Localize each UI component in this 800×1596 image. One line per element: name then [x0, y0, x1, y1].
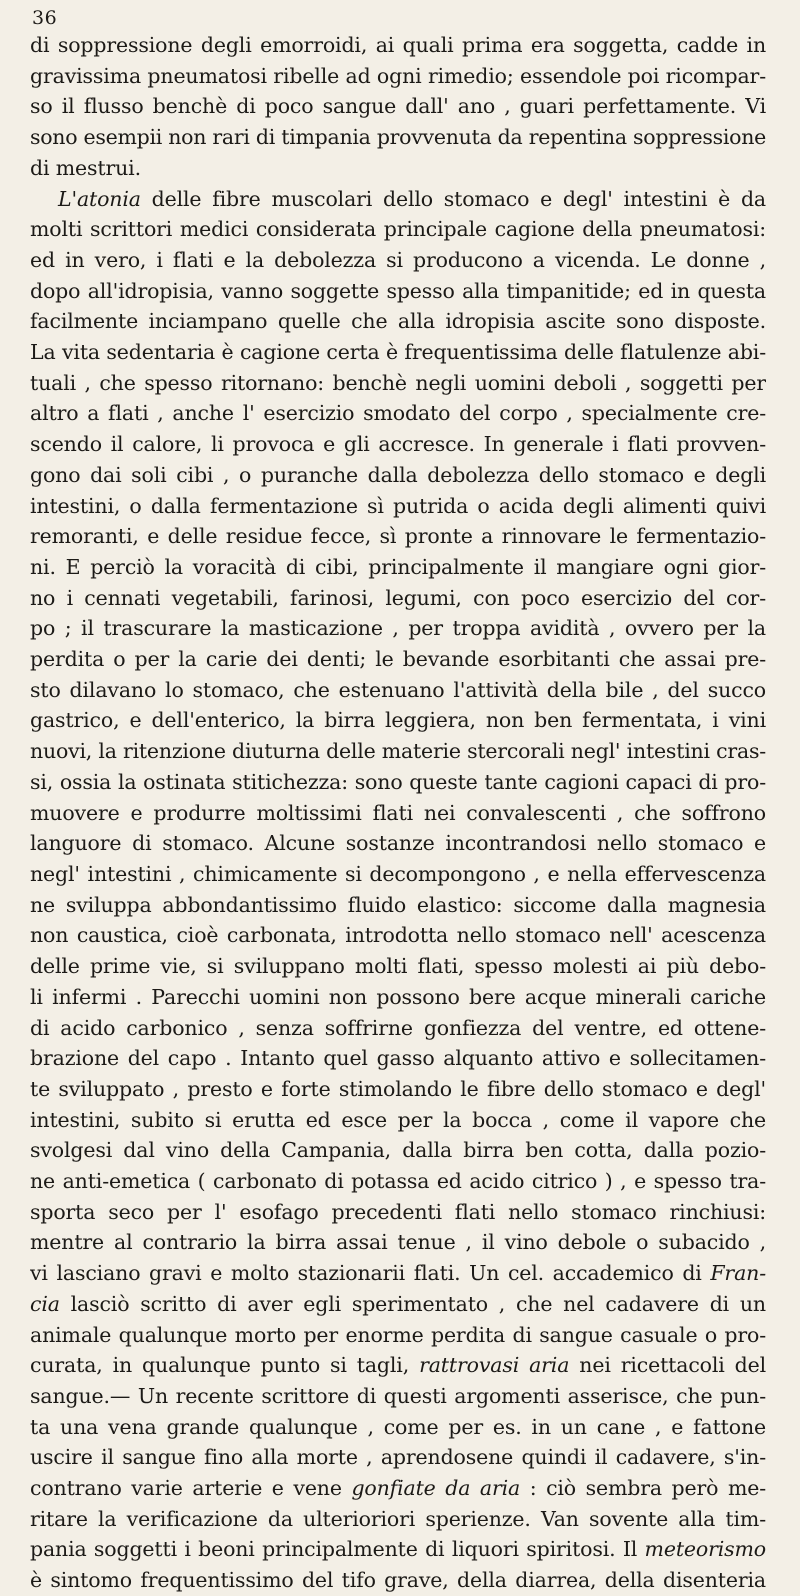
- text-line: [30, 644, 766, 675]
- text-line: [30, 491, 766, 522]
- text-line: [30, 1381, 766, 1412]
- text-line: [30, 429, 766, 460]
- text-segment: nuovi, la ritenzione diuturna delle materie stercorali negl' intestini cras-: [30, 739, 766, 764]
- text-line: [30, 890, 766, 921]
- text-segment: mentre al contrario la birra assai tenue , il vino debole o subacido ,: [30, 1230, 766, 1255]
- text-segment: gravissima pneumatosi ribelle ad ogni rimedio; essendole poi ricompar-: [30, 63, 766, 88]
- text-line: [30, 1043, 766, 1074]
- text-segment: sto dilavano lo stomaco, che estenuano l'attività della bile , del succo: [30, 677, 766, 702]
- text-segment: animale qualunque morto per enorme perdita di sangue casuale o pro-: [30, 1322, 766, 1347]
- text-segment: no i cennati vegetabili, farinosi, legumi, con poco esercizio del cor-: [30, 585, 766, 610]
- text-segment: svolgesi dal vino della Campania, dalla birra ben cotta, dalla pozio-: [30, 1138, 766, 1163]
- text-segment: brazione del capo . Intanto quel gasso alquanto attivo e sollecitamen-: [30, 1046, 766, 1071]
- text-line: [30, 736, 766, 767]
- text-segment: curata, in qualunque punto si tagli,: [30, 1353, 420, 1378]
- text-segment: altro a flati , anche l' esercizio smodato del corpo , specialmente cre-: [30, 401, 766, 426]
- italic-text: Fran-: [710, 1261, 766, 1286]
- text-segment: intestini, o dalla fermentazione sì putrida o acida degli alimenti quivi: [30, 493, 766, 518]
- italic-text: atonia: [76, 186, 141, 211]
- text-line: [30, 982, 766, 1013]
- text-line: [30, 951, 766, 982]
- text-line: [30, 1013, 766, 1044]
- text-line: [30, 1565, 766, 1596]
- text-line: [30, 705, 766, 736]
- text-line: [30, 552, 766, 583]
- text-line: [30, 61, 766, 92]
- text-line: [30, 1197, 766, 1228]
- text-segment: languore di stomaco. Alcune sostanze incontrandosi nello stomaco e: [30, 831, 766, 856]
- text-line: [30, 153, 766, 184]
- italic-text: meteorismo: [644, 1537, 766, 1562]
- text-segment: li infermi . Parecchi uomini non possono bere acque minerali cariche: [30, 984, 766, 1009]
- text-segment: vi lasciano gravi e molto stazionarii flati. Un cel. accademico di: [30, 1261, 711, 1286]
- text-segment: sono esempii non rari di timpania provvenuta da repentina soppressione: [30, 125, 766, 150]
- text-line: [30, 1166, 766, 1197]
- text-segment: contrano varie arterie e vene: [30, 1476, 352, 1501]
- text-segment: sporta seco per l' esofago precedenti flati nello stomaco rinchiusi:: [30, 1199, 766, 1224]
- text-line: [30, 91, 766, 122]
- text-line: [30, 1289, 766, 1320]
- text-line: [30, 276, 766, 307]
- text-segment: delle prime vie, si sviluppano molti flati, spesso molesti ai più debo-: [30, 954, 766, 979]
- text-segment: molti scrittori medici considerata principale cagione della pneumatosi:: [30, 217, 766, 242]
- text-line: [30, 122, 766, 153]
- text-segment: remoranti, e delle residue fecce, sì pronte a rinnovare le fermentazio-: [30, 524, 766, 549]
- text-segment: pania soggetti i beoni principalmente di liquori spiritosi. Il: [30, 1537, 645, 1562]
- text-line: [30, 460, 766, 491]
- text-segment: facilmente inciampano quelle che alla idropisia ascite sono disposte.: [30, 309, 766, 334]
- text-line: [30, 1473, 766, 1504]
- text-line: [30, 1504, 766, 1535]
- text-segment: ne anti-emetica ( carbonato di potassa ed acido citrico ) , e spesso tra-: [30, 1169, 766, 1194]
- italic-text: gonfiate da aria: [351, 1476, 521, 1501]
- text-segment: di mestrui.: [30, 155, 141, 180]
- text-line: [30, 767, 766, 798]
- text-line: [30, 306, 766, 337]
- text-line: [30, 368, 766, 399]
- text-segment: è sintomo frequentissimo del tifo grave, della diarrea, della disenteria: [30, 1568, 766, 1593]
- text-segment: non caustica, cioè carbonata, introdotta nello stomaco nell' acescenza: [30, 923, 766, 948]
- text-line: [30, 1258, 766, 1289]
- text-segment: di soppressione degli emorroidi, ai quali prima era soggetta, cadde in: [30, 33, 766, 57]
- text-line: [30, 30, 766, 61]
- text-segment: po ; il trascurare la masticazione , per troppa avidità , ovvero per la: [30, 616, 766, 641]
- text-line: [30, 1534, 766, 1565]
- text-segment: negl' intestini , chimicamente si decompongono , e nella effervescenza: [30, 861, 766, 886]
- text-segment: gono dai soli cibi , o puranche dalla debolezza dello stomaco e degli: [30, 462, 766, 487]
- text-line: [30, 1412, 766, 1443]
- text-line: [30, 1074, 766, 1105]
- text-line: [30, 583, 766, 614]
- text-segment: so il flusso benchè di poco sangue dall' ano , guari perfettamente. Vi: [30, 94, 766, 119]
- text-line: [30, 521, 766, 552]
- text-segment: intestini, subito si erutta ed esce per la bocca , come il vapore che: [30, 1107, 766, 1132]
- text-segment: : ciò sembra però me-: [520, 1476, 766, 1501]
- text-segment: ni. E perciò la voracità di cibi, principalmente il mangiare ogni gior-: [30, 554, 766, 579]
- text-segment: lasciò scritto di aver egli sperimentato , che nel cadavere di un: [59, 1291, 766, 1316]
- text-line: [30, 859, 766, 890]
- text-line: [30, 184, 766, 215]
- text-segment: te sviluppato , presto e forte stimolando le fibre dello stomaco e degl': [30, 1076, 766, 1101]
- text-segment: tuali , che spesso ritornano: benchè negli uomini deboli , soggetti per: [30, 370, 766, 395]
- text-line: [30, 1350, 766, 1381]
- text-segment: delle fibre muscolari dello stomaco e degl' intestini è da: [140, 186, 766, 211]
- text-segment: sangue.— Un recente scrittore di questi argomenti asserisce, che pun-: [30, 1383, 766, 1408]
- text-segment: La vita sedentaria è cagione certa è frequentissima delle flatulenze abi-: [30, 340, 766, 365]
- text-segment: di acido carbonico , senza soffrirne gonfiezza del ventre, ed ottene-: [30, 1015, 766, 1040]
- text-segment: nei ricettacoli del: [569, 1353, 766, 1378]
- text-line: [30, 1320, 766, 1351]
- italic-text: rattrovasi aria: [419, 1353, 570, 1378]
- text-line: [30, 675, 766, 706]
- italic-text: L': [58, 186, 77, 211]
- text-segment: muovere e produrre moltissimi flati nei convalescenti , che soffrono: [30, 800, 766, 825]
- text-segment: perdita o per la carie dei denti; le bevande esorbitanti che assai pre-: [30, 647, 766, 672]
- text-segment: ne sviluppa abbondantissimo fluido elastico: siccome dalla magnesia: [30, 892, 766, 917]
- text-segment: si, ossia la ostinata stitichezza: sono queste tante cagioni capaci di pro-: [30, 769, 766, 794]
- text-line: [30, 337, 766, 368]
- text-segment: ed in vero, i flati e la debolezza si producono a vicenda. Le donne ,: [30, 247, 766, 272]
- text-line: [30, 1135, 766, 1166]
- body-text: [30, 30, 766, 1596]
- text-line: [30, 920, 766, 951]
- text-segment: ritare la verificazione da ulterioriori sperienze. Van sovente alla tim-: [30, 1506, 766, 1531]
- text-line: [30, 245, 766, 276]
- text-line: [30, 214, 766, 245]
- text-line: [30, 1105, 766, 1136]
- text-line: [30, 613, 766, 644]
- page-number: 36: [32, 7, 58, 29]
- text-segment: scendo il calore, li provoca e gli accresce. In generale i flati provven-: [30, 432, 766, 457]
- text-line: [30, 798, 766, 829]
- text-segment: dopo all'idropisia, vanno soggette spesso alla timpanitide; ed in questa: [30, 278, 766, 303]
- italic-text: cia: [30, 1291, 60, 1316]
- text-segment: gastrico, e dell'enterico, la birra leggiera, non ben fermentata, i vini: [30, 708, 766, 733]
- text-line: [30, 828, 766, 859]
- text-line: [30, 1227, 766, 1258]
- text-line: [30, 1442, 766, 1473]
- text-segment: ta una vena grande qualunque , come per es. in un cane , e fattone: [30, 1414, 766, 1439]
- text-line: [30, 398, 766, 429]
- text-segment: uscire il sangue fino alla morte , aprendosene quindi il cadavere, s'in-: [30, 1445, 766, 1470]
